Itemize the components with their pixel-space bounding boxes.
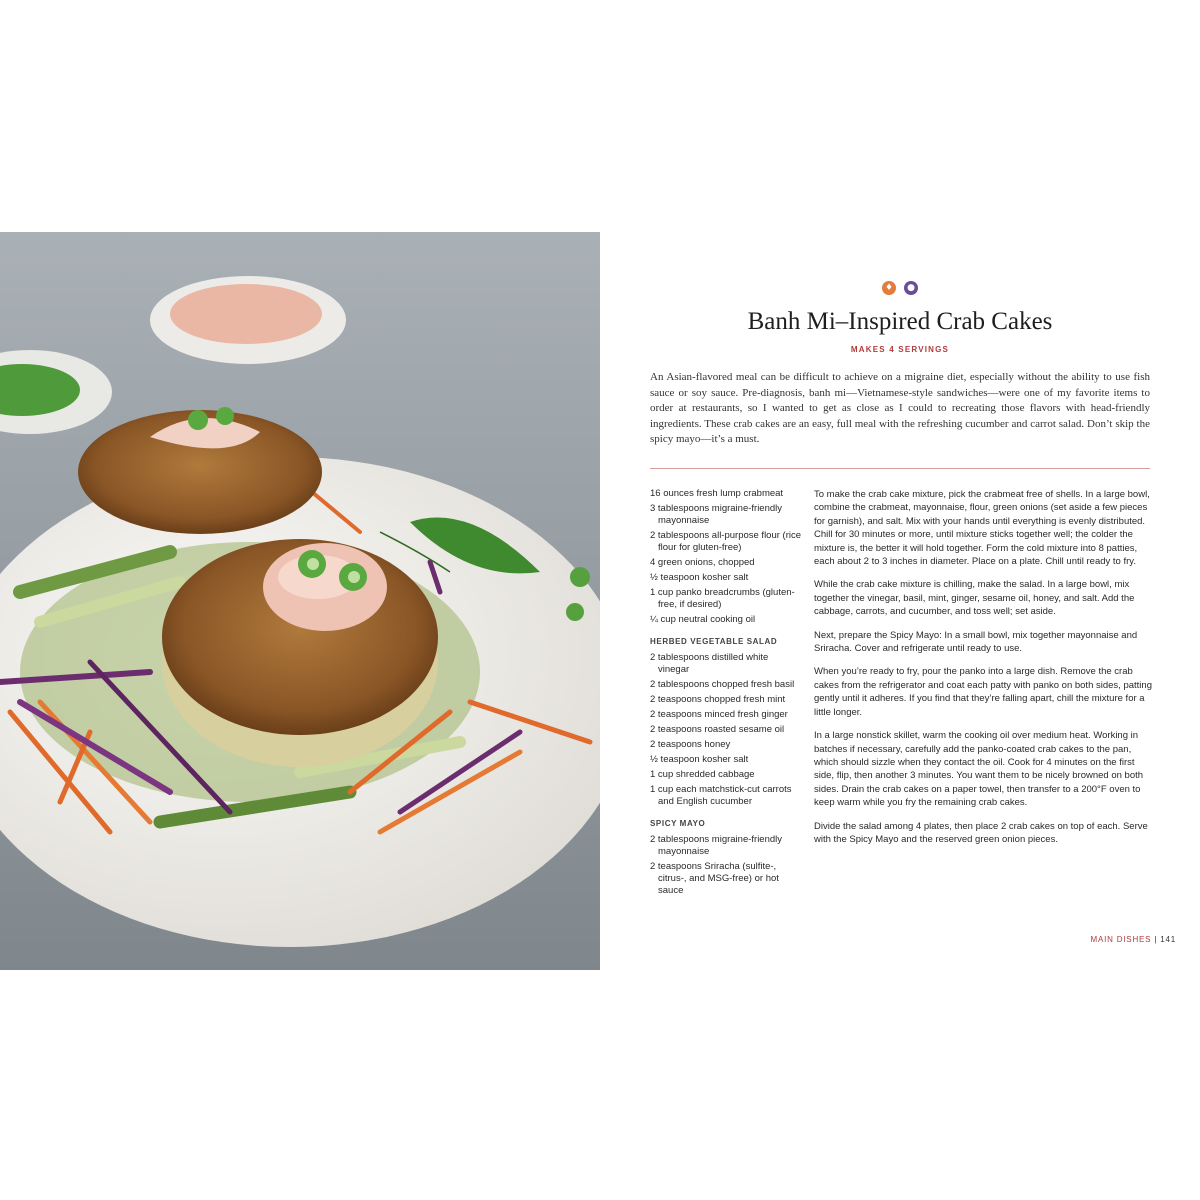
ingredient-item: 16 ounces fresh lump crabmeat	[650, 488, 784, 499]
mayo-subheading: SPICY MAYO	[650, 819, 706, 828]
method-step: In a large nonstick skillet, warm the cooking oil over medium heat. Working in batches if necessary, carefully add the panko-coated crab cakes to the pan, which should sizzle when they contact the oil. Cook for 4 minutes on the first side, flip, then another 3 minutes. You want them to be nicely browned on both sides. Drain the crab cakes on a paper towel, then transfer to a 200°F oven to keep warm while you fry the remaining crab cakes.	[814, 730, 1144, 809]
salad-ingredient-item: 2 teaspoons minced fresh ginger	[650, 709, 788, 720]
page-number: 141	[1160, 935, 1176, 944]
dairy-free-badge-icon: ♦	[882, 281, 896, 295]
method-step: While the crab cake mixture is chilling, make the salad. In a large bowl, mix together the vinegar, basil, mint, ginger, sesame oil, honey, and salt. Add the cabbage, carrots, and cucumber, and toss well; set aside.	[814, 579, 1135, 618]
salad-ingredient-item: 2 teaspoons roasted sesame oil	[650, 724, 785, 735]
ingredient-item: 1 cup panko breadcrumbs (gluten-free, if desired)	[650, 587, 795, 610]
method-step: Divide the salad among 4 plates, then place 2 crab cakes on top of each. Serve with the Spicy Mayo and the reserved green onion pieces.	[814, 820, 1148, 845]
footer-section-label: MAIN DISHES	[1090, 935, 1152, 944]
book-spread	[0, 232, 1200, 970]
ingredient-item: ¼ cup neutral cooking oil	[650, 614, 756, 625]
method-step: When you’re ready to fry, pour the panko into a large dish. Remove the crab cakes from the refrigerator and coat each patty with panko on both sides, patting gently until it adheres. If you find that they’re falling apart, chill the mixture for a little longer.	[814, 666, 1152, 718]
method-step: To make the crab cake mixture, pick the crabmeat free of shells. In a large bowl, combine the crabmeat, mayonnaise, flour, green onions (set aside a few pieces for garnish), and salt. Mix with your hands until everything is evenly distributed. Chill for 30 minutes or more, until mixture sticks together well; the colder the mixture is, the better it will hold together. Form the cold mixture into 8 patties, each about 2 to 3 inches in diameter. Place on a plate. Chill until ready to fry.	[814, 489, 1150, 568]
ingredient-item: 4 green onions, chopped	[650, 557, 755, 568]
salad-ingredient-item: ½ teaspoon kosher salt	[650, 754, 749, 765]
salad-ingredient-item: 2 teaspoons chopped fresh mint	[650, 694, 786, 705]
salad-ingredient-item: 2 tablespoons distilled white vinegar	[650, 652, 769, 675]
recipe-photo	[0, 232, 600, 970]
ingredient-item: 3 tablespoons migraine-friendly mayonnaise	[650, 503, 783, 526]
mayo-ingredient-item: 2 tablespoons migraine-friendly mayonnaise	[650, 834, 783, 857]
crab-cakes-photo	[0, 232, 600, 970]
servings-label: MAKES 4 SERVINGS	[850, 345, 950, 354]
page-footer	[1090, 935, 1176, 944]
salad-ingredient-item: 2 tablespoons chopped fresh basil	[650, 679, 795, 690]
salad-ingredient-item: 1 cup each matchstick-cut carrots and English cucumber	[650, 784, 792, 807]
gluten-free-badge-icon: ●	[904, 281, 918, 295]
ingredients-list	[650, 488, 802, 900]
ingredient-item: 2 tablespoons all-purpose flour (rice flour for gluten-free)	[650, 530, 802, 553]
salad-subheading: HERBED VEGETABLE SALAD	[650, 637, 778, 646]
salad-ingredient-item: 2 teaspoons honey	[650, 739, 731, 750]
method-steps	[814, 488, 1152, 856]
diet-badges	[600, 281, 1200, 295]
recipe-intro: An Asian-flavored meal can be difficult to achieve on a migraine diet, especially without the ability to use fish sauce or soy sauce. Pre-diagnosis, banh mi—Vietnamese-style sandwiches—were one of my favorite items to order at restaurants, so I wanted to get as close as I could to recreating those flavors with head-friendly ingredients. These crab cakes are an easy, full meal with the refreshing cucumber and carrot salad. Don’t skip the spicy mayo—it’s a must.	[650, 371, 1150, 445]
footer-separator: |	[1154, 935, 1158, 944]
recipe-title: Banh Mi–Inspired Crab Cakes	[747, 308, 1053, 335]
recipe-page	[600, 232, 1200, 970]
mayo-ingredient-item: 2 teaspoons Sriracha (sulfite-, citrus-, and MSG-free) or hot sauce	[650, 861, 779, 896]
method-step: Next, prepare the Spicy Mayo: In a small bowl, mix together mayonnaise and Sriracha. Cover and refrigerate until ready to use.	[814, 629, 1138, 655]
divider-rule	[650, 468, 1150, 469]
ingredient-item: ½ teaspoon kosher salt	[650, 572, 749, 583]
salad-ingredient-item: 1 cup shredded cabbage	[650, 769, 755, 780]
